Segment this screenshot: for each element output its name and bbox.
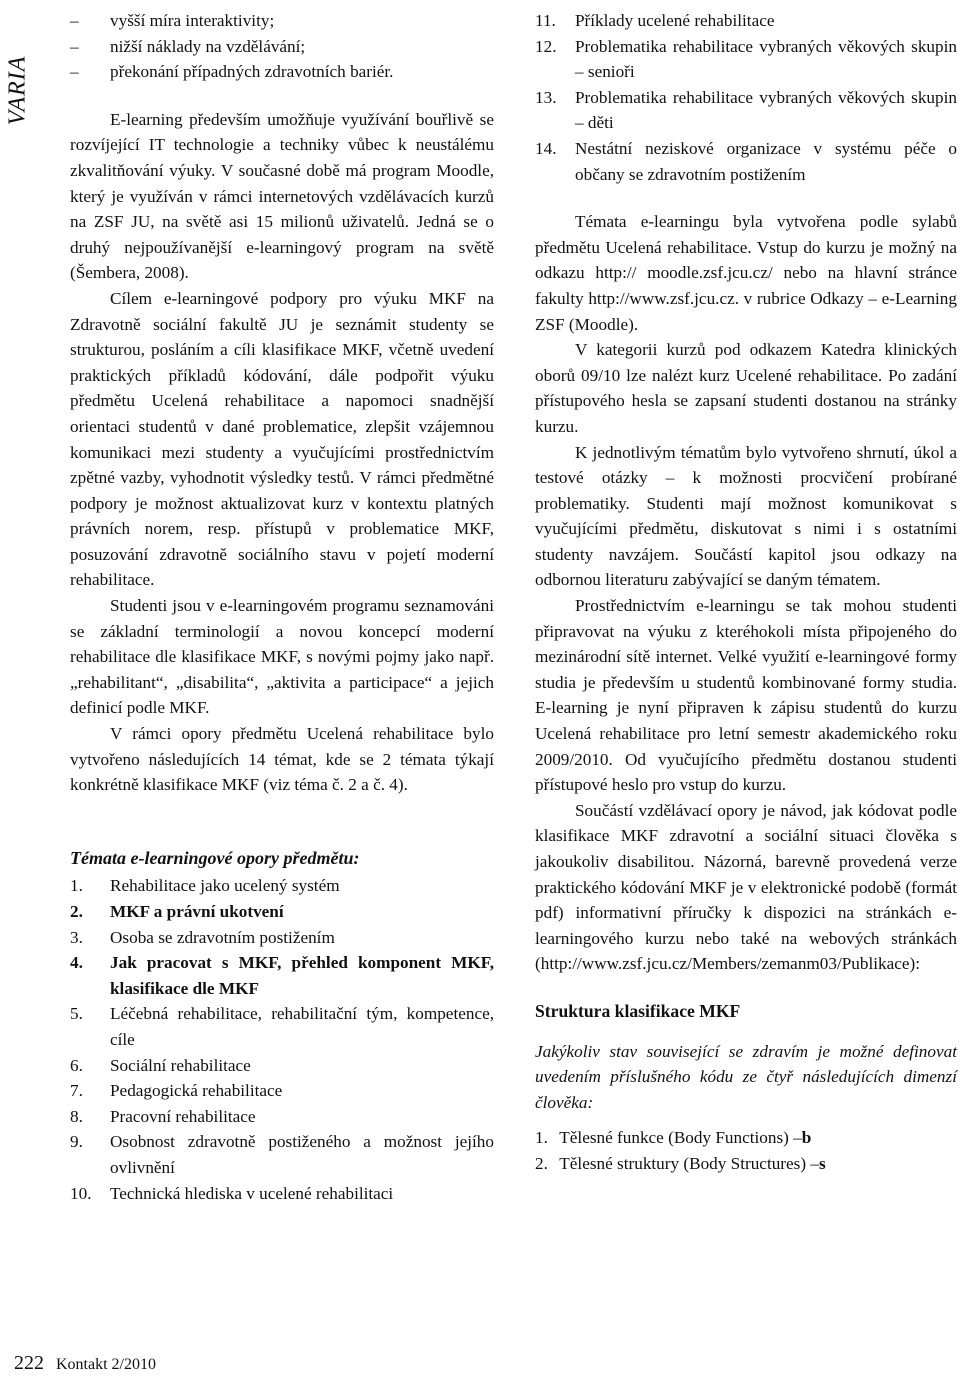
advantages-list [70,8,494,85]
section-label: VARIA [4,55,31,125]
paragraph: E-learning především umožňuje využívání bouřlivě se rozvíjející IT technologie a techniky vůbec k neustálému zkvalitňování výuky. V současné době má program Moodle, který je využíván v rámci internetových vzdělávacích kurzů na ZSF JU, na světě asi 15 milionů uživatelů. Jedná se o druhý nejpoužívanější e-learningový program na světě (Šembera, 2008). [70,109,494,283]
list-item: 12. Problematika rehabilitace vybraných věkových skupin – senioři [535,36,957,82]
list-item: 4. Jak pracovat s MKF, přehled komponent MKF, klasifikace dle MKF [70,953,494,998]
paragraph: Témata e-learningu byla vytvořena podle sylabů předmětu Ucelená rehabilitace. Vstup do kurzu je možný na odkazu http:// moodle.zsf.jcu.cz/ nebo na hlavní stránce fakulty http://www.zsf.jcu.cz. v rubrice Odkazy – e-Learning ZSF (Moodle). [535,212,957,334]
list-item: 1. Rehabilitace jako ucelený systém [70,876,340,896]
list-item: – nižší náklady na vzdělávání; [70,36,306,56]
paragraph: V rámci opory předmětu Ucelená rehabilitace bylo vytvořeno následujících 14 témat, kde se 2 témata týkají konkrétně klasifikace MKF (viz téma č. 2 a č. 4). [70,724,494,795]
list-item: 6. Sociální rehabilitace [70,1055,251,1075]
list-item: 13. Problematika rehabilitace vybraných věkových skupin – děti [535,87,957,133]
topics-heading: Témata e-learningové opory předmětu: [70,847,360,868]
list-item: 3. Osoba se zdravotním postižením [70,927,335,947]
list-item: 10. Technická hlediska v ucelené rehabilitaci [70,1183,394,1203]
dimensions-list [535,1125,957,1176]
right-column [535,8,957,1177]
list-item: 2. MKF a právní ukotvení [70,902,284,921]
list-item: 9. Osobnost zdravotně postiženého a možnost jejího ovlivnění [70,1132,494,1177]
list-item: 8. Pracovní rehabilitace [70,1106,256,1126]
list-item: 11. Příklady ucelené rehabilitace [535,11,775,30]
topics-list [70,873,494,1206]
list-item: – vyšší míra interaktivity; [70,11,275,30]
left-column [70,8,494,1206]
page-footer [14,1352,156,1375]
topics-list-continued [535,8,957,187]
list-item: 2. Tělesné struktury (Body Structures) – s [535,1151,957,1177]
structure-intro: Jakýkoliv stav související se zdravím je možné definovat uvedením příslušného kódu ze čtyř následujících dimenzí člověka: [535,1041,957,1112]
page-number: 222 [14,1352,44,1374]
paragraph: Studenti jsou v e-learningovém programu seznamováni se základní terminologií a novou koncepcí moderní rehabilitace dle klasifikace MKF, s novými pojmy jako např. „rehabilitant“, „disabilita“, „aktivita a participace“ a jejich definicí podle MKF. [70,596,494,718]
dimension-code: s [818,1153,826,1173]
journal-name: Kontakt 2/2010 [56,1356,156,1373]
paragraph: V kategorii kurzů pod odkazem Katedra klinických oborů 09/10 lze nalézt kurz Ucelené rehabilitace. Po zadání přístupového hesla se zapsaní studenti dostanou na stránky kurzu. [535,340,957,436]
list-item: 7. Pedagogická rehabilitace [70,1081,283,1101]
paragraph: Cílem e-learningové podpory pro výuku MKF na Zdravotně sociální fakultě JU je seznámit studenty se strukturou, posláním a cíli klasifikace MKF, včetně uvedení praktických příkladů kódování, dále podpořit výuku předmětu Ucelená rehabilitace a napomoci snadnější orientaci studentů v dané problematice, zlepšit vzájemnou komunikaci mezi studenty a vyučujícími prostřednictvím zpětné vazby, vyhodnotit výsledky testů. V rámci předmětné podpory je možnost aktualizovat kurz v kontextu platných právních norem, resp. přístupů v problematice MKF, posuzování zdravotně sociálního stavu v pojetí moderní rehabilitace. [70,288,494,590]
list-item: – překonání případných zdravotních bariér. [70,62,394,82]
paragraph: Prostřednictvím e-learningu se tak mohou studenti připravovat na výuku z kteréhokoli místa připojeného do mezinárodní sítě internet. Velké využití e-learningové formy studia je především u studentů kombinované formy studia. E-learning je nyní připraven k zápisu studentů do kurzu Ucelená rehabilitace pro letní semestr akademického roku 2009/2010. Od vyučujícího předmětu dostanou studenti přístupové heslo pro vstup do kurzu. [535,596,957,795]
list-item: 14. Nestátní neziskové organizace v systému péče o občany se zdravotním postižením [535,138,957,184]
paragraph: Součástí vzdělávací opory je návod, jak kódovat podle klasifikace MKF zdravotní a sociální situaci člověka s jakoukoliv disabilitou. Názorná, barevně provedená verze praktického kódování MKF je v elektronické podobě (formát pdf) informativní příručky k dispozici na stránkách e-learningového kurzu nebo také na webových stránkách (http://www.zsf.jcu.cz/Members/zemanm03/Publikace): [535,800,957,974]
list-item: 1. Tělesné funkce (Body Functions) – b [535,1125,957,1151]
list-item: 5. Léčebná rehabilitace, rehabilitační tým, kompetence, cíle [70,1004,494,1049]
paragraph: K jednotlivým tématům bylo vytvořeno shrnutí, úkol a testové otázky – k možnosti procvičení probírané problematiky. Studenti mají možnost komunikovat s vyučujícími předmětu, diskutovat s nimi i s ostatními studenty navzájem. Součástí kapitol jsou odkazy na odbornou literaturu zabývající se daným tématem. [535,442,957,590]
dimension-code: b [801,1128,812,1148]
structure-heading: Struktura klasifikace MKF [535,1000,741,1021]
